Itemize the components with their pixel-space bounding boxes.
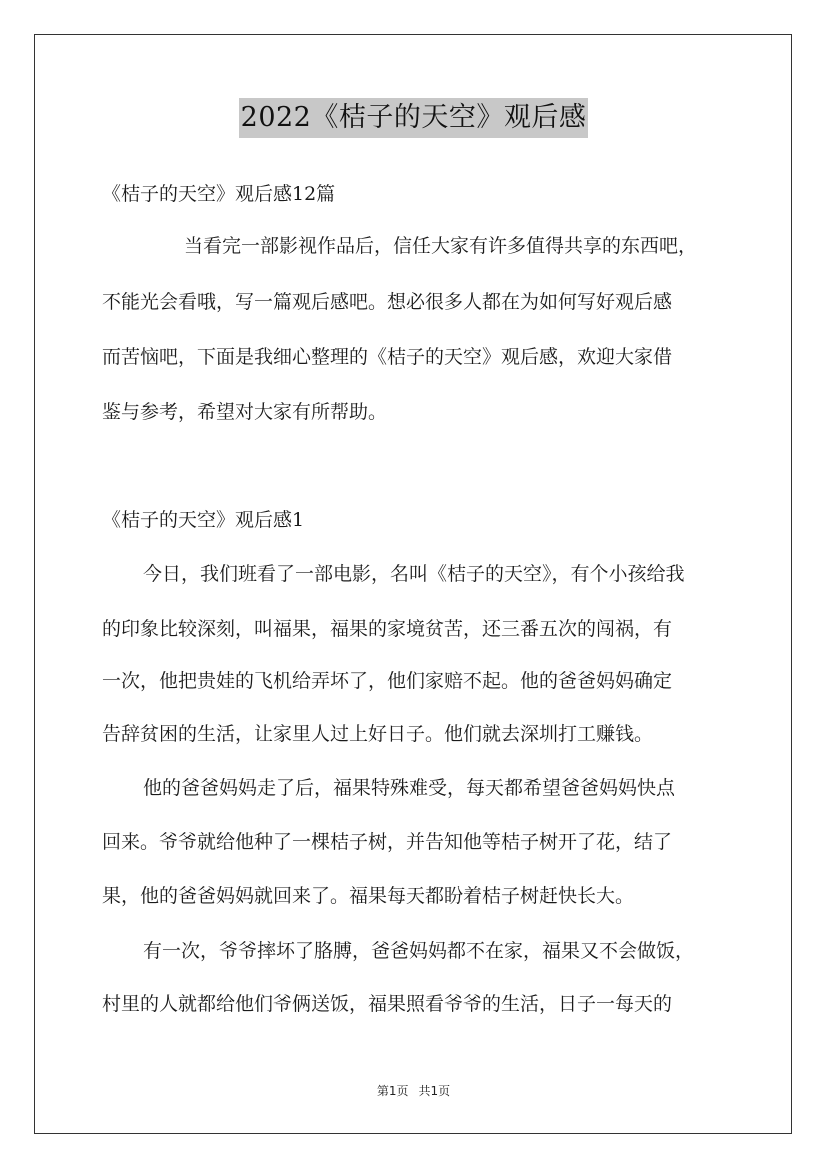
intro-line: 而苦恼吧，下面是我细心整理的《桔子的天空》观后感，欢迎大家借 — [102, 346, 673, 368]
body-line: 有一次，爷爷摔坏了胳膊，爸爸妈妈都不在家，福果又不会做饭， — [143, 940, 695, 962]
page-footer — [0, 1082, 827, 1100]
body-line: 的印象比较深刻，叫福果，福果的家境贫苦，还三番五次的闯祸，有 — [102, 618, 673, 640]
body-line: 今日，我们班看了一部电影，名叫《桔子的天空》，有个小孩给我 — [143, 563, 685, 585]
body-line: 果，他的爸爸妈妈就回来了。福果每天都盼着桔子树赶快长大。 — [102, 885, 635, 907]
section-heading: 《桔子的天空》观后感1 — [102, 509, 305, 531]
body-line: 村里的人就都给他们爷俩送饭，福果照看爷爷的生活，日子一每天的 — [102, 993, 673, 1015]
intro-line: 当看完一部影视作品后，信任大家有许多值得共享的东西吧， — [184, 235, 698, 257]
title-container — [0, 98, 827, 138]
body-line: 他的爸爸妈妈走了后，福果特殊难受，每天都希望爸爸妈妈快点 — [143, 777, 676, 799]
body-line: 回来。爷爷就给他种了一棵桔子树，并告知他等桔子树开了花，结了 — [102, 831, 673, 853]
page-total: 共1页 — [418, 1084, 451, 1098]
body-line: 告辞贫困的生活，让家里人过上好日子。他们就去深圳打工赚钱。 — [102, 723, 654, 745]
document-subtitle: 《桔子的天空》观后感12篇 — [102, 183, 336, 205]
intro-line: 不能光会看哦，写一篇观后感吧。想必很多人都在为如何写好观后感 — [102, 291, 673, 313]
body-line: 一次，他把贵娃的飞机给弄坏了，他们家赔不起。他的爸爸妈妈确定 — [102, 670, 673, 692]
document-title: 2022《桔子的天空》观后感 — [239, 98, 589, 138]
intro-line: 鉴与参考，希望对大家有所帮助。 — [102, 401, 388, 423]
page-number: 第1页 — [376, 1084, 409, 1098]
